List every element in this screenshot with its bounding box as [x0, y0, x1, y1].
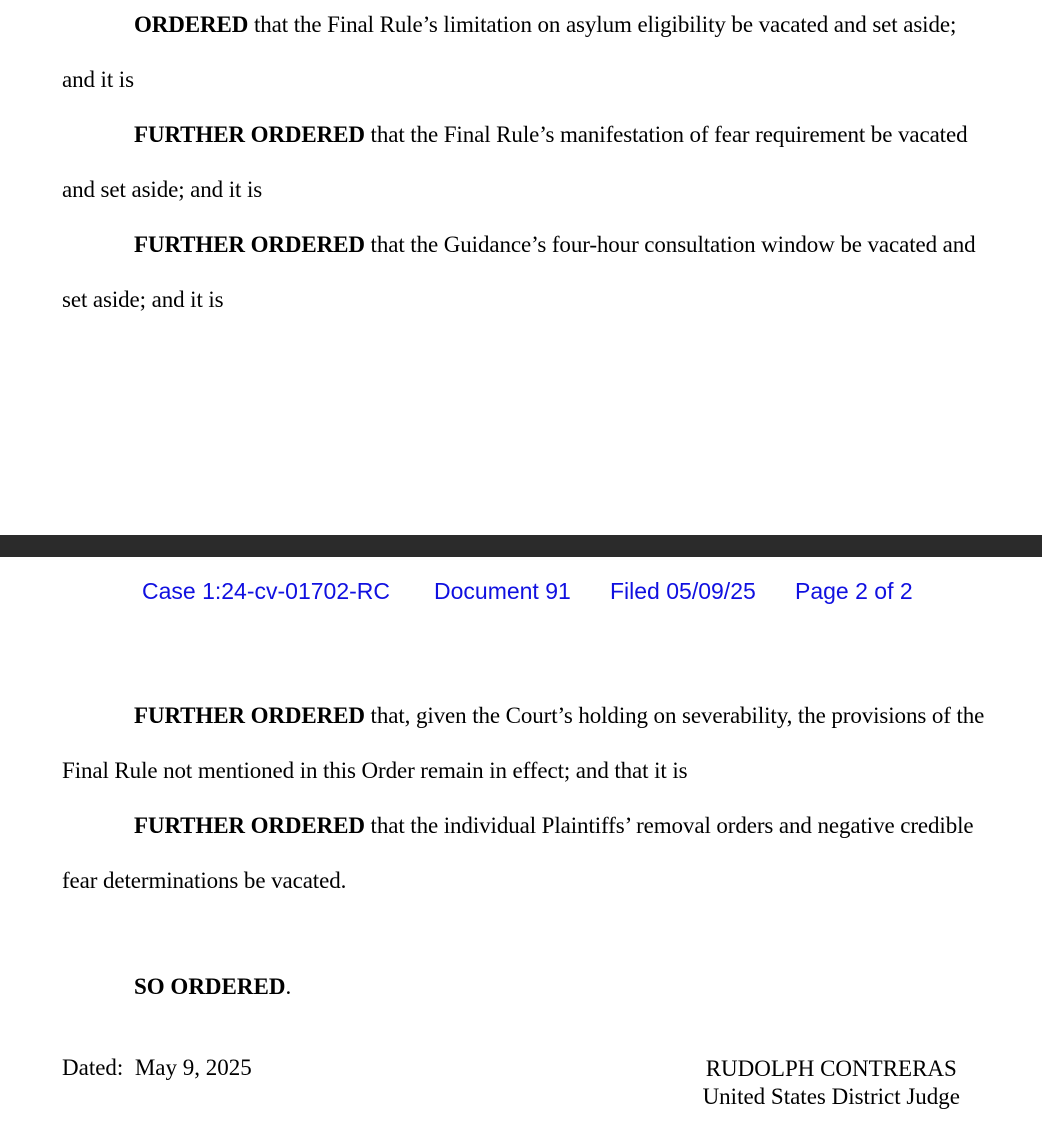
- order-lead: FURTHER ORDERED: [134, 813, 365, 838]
- judge-name: RUDOLPH CONTRERAS: [705, 1056, 957, 1081]
- filed-date: Filed 05/09/25: [610, 578, 756, 604]
- dated-value: May 9, 2025: [134, 1055, 252, 1080]
- order-paragraph-2: [62, 107, 992, 217]
- order-text: that the Guidance’s four-hour consultation window be vacated and set aside; and it is: [62, 232, 976, 312]
- case-number: Case 1:24-cv-01702-RC: [142, 578, 391, 604]
- page-divider: [0, 535, 1042, 557]
- order-paragraph-4: [62, 688, 992, 798]
- order-text: that the Final Rule’s manifestation of fear requirement be vacated and set aside; and it is: [62, 122, 968, 202]
- so-ordered-label: SO ORDERED: [134, 974, 286, 999]
- order-text: that, given the Court’s holding on severability, the provisions of the Final Rule not mentioned in this Order remain in effect; and that it is: [62, 703, 985, 783]
- order-paragraph-1: [62, 0, 992, 107]
- so-ordered: [134, 974, 291, 1000]
- signature-block: [703, 1055, 960, 1111]
- case-header: [0, 578, 1042, 610]
- order-paragraph-5: [62, 798, 992, 908]
- document-number: Document 91: [434, 578, 571, 604]
- order-text: that the individual Plaintiffs’ removal orders and negative credible fear determinations be vacated.: [62, 813, 974, 893]
- order-lead: FURTHER ORDERED: [134, 232, 365, 257]
- order-lead: ORDERED: [134, 12, 249, 37]
- judge-title: United States District Judge: [702, 1084, 960, 1109]
- dated-line: [62, 1055, 252, 1081]
- so-ordered-period: .: [285, 974, 292, 999]
- order-lead: FURTHER ORDERED: [134, 703, 365, 728]
- page-number: Page 2 of 2: [795, 578, 913, 604]
- order-lead: FURTHER ORDERED: [134, 122, 365, 147]
- order-paragraph-3: [62, 217, 992, 327]
- dated-label: Dated:: [62, 1055, 124, 1080]
- order-text: that the Final Rule’s limitation on asylum eligibility be vacated and set aside; and it is: [62, 12, 957, 92]
